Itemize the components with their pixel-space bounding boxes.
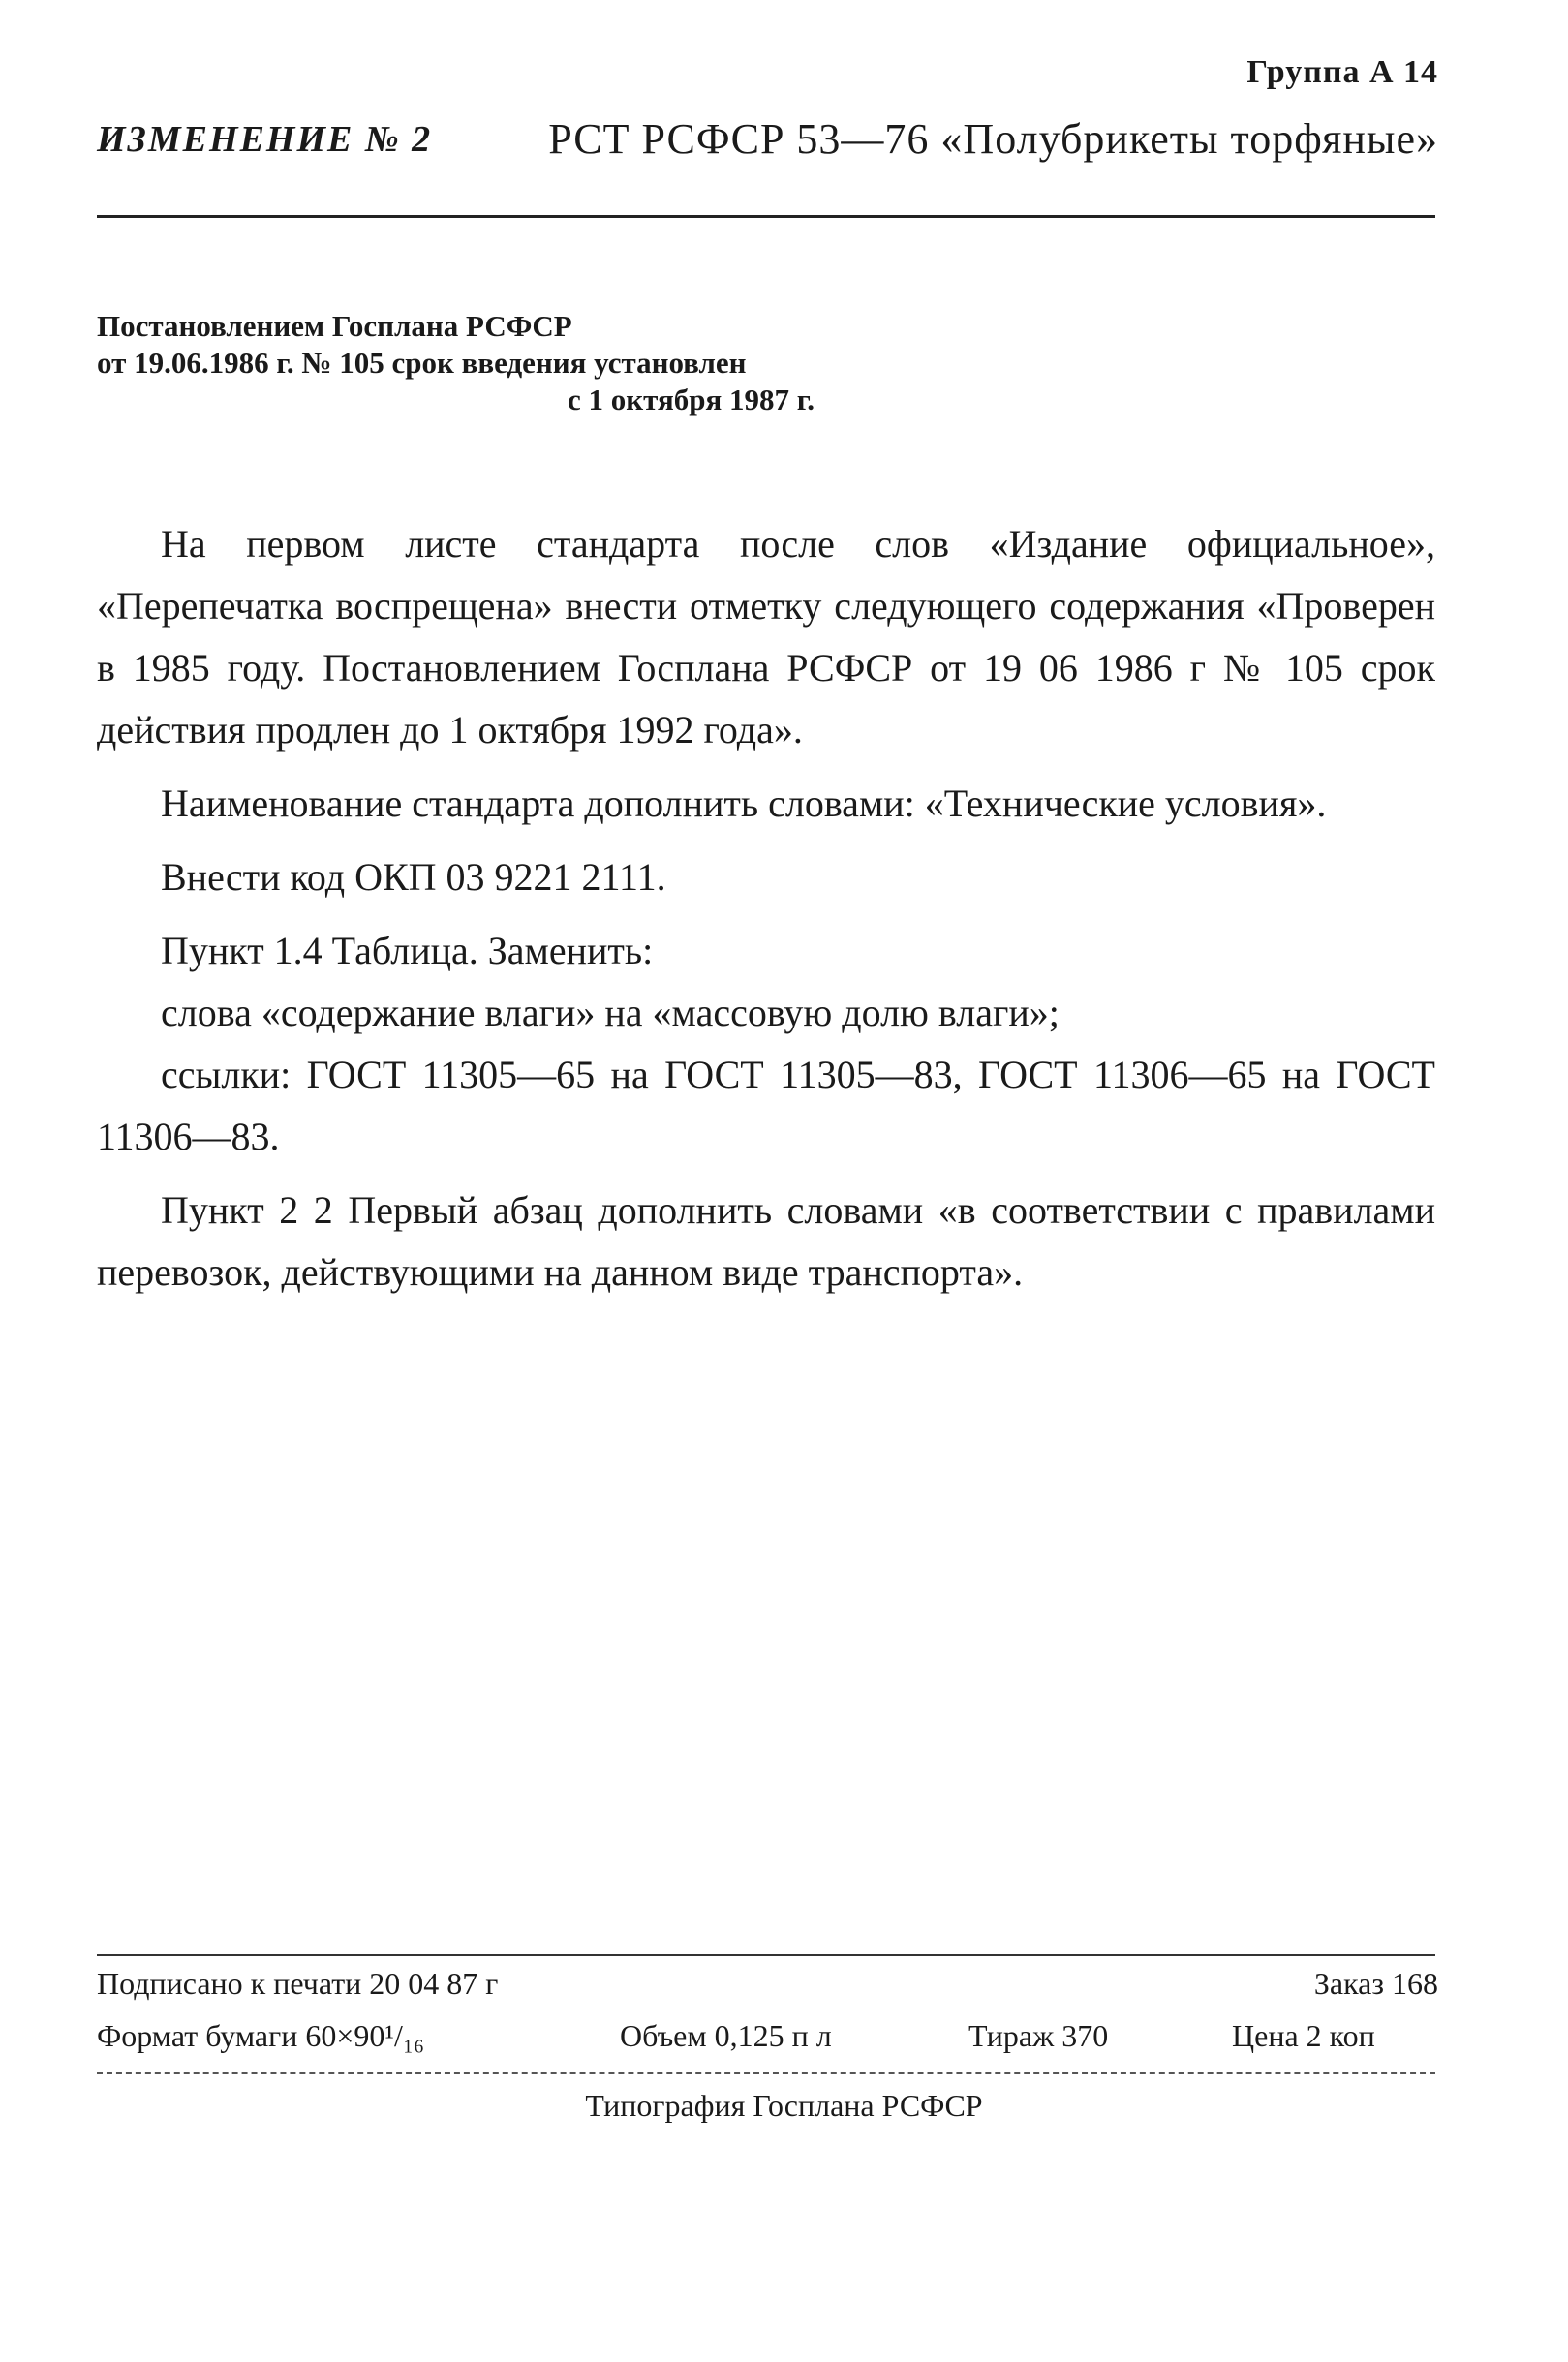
- footer-order-number: Заказ 168: [1313, 1966, 1438, 2001]
- paragraph-clause-2-2: Пункт 2 2 Первый абзац дополнить словами «в соответствии с правилами перевозок, действующими на данном виде транспорта».: [97, 1188, 1435, 1294]
- footer-print-run: Тираж 370: [968, 2018, 1109, 2053]
- paragraph-clause-1-4: Пункт 1.4 Таблица. Заменить:: [161, 929, 654, 972]
- header-divider: [97, 215, 1435, 218]
- paragraph-first-sheet: На первом листе стандарта после слов «Издание официальное», «Перепечатка воспрещена» внести отметку следующего содержания «Проверен в 1985 году. Постановлением Госплана РСФСР от 19 06 1986 г № 105 срок действия продлен до 1 октября 1992 года».: [97, 522, 1435, 752]
- resolution-line-1: Постановлением Госплана РСФСР: [97, 309, 572, 343]
- group-label: Группа А 14: [1246, 54, 1438, 90]
- footer-paper-format: Формат бумаги 60×90¹/₁₆: [97, 2018, 425, 2053]
- resolution-line-3: с 1 октября 1987 г.: [568, 383, 815, 416]
- footer-signed-date: Подписано к печати 20 04 87 г: [97, 1966, 499, 2001]
- paragraph-replace-words: слова «содержание влаги» на «массовую долю влаги»;: [161, 991, 1060, 1034]
- amendment-body: [97, 513, 1435, 1304]
- change-number-label: ИЗМЕНЕНИЕ № 2: [97, 119, 433, 160]
- footer-divider-bottom: [97, 2072, 1435, 2074]
- paragraph-replace-references: ссылки: ГОСТ 11305—65 на ГОСТ 11305—83, ГОСТ 11306—65 на ГОСТ 11306—83.: [97, 1053, 1435, 1158]
- footer-typography: Типография Госплана РСФСР: [585, 2088, 983, 2123]
- footer-volume: Объем 0,125 п л: [620, 2018, 832, 2053]
- footer-divider-top: [97, 1954, 1435, 1956]
- resolution-line-2: от 19.06.1986 г. № 105 срок введения установлен: [97, 346, 747, 380]
- paragraph-okp-code: Внести код ОКП 03 9221 2111.: [161, 855, 666, 899]
- paragraph-title-addition: Наименование стандарта дополнить словами: «Технические условия».: [161, 782, 1327, 825]
- footer-price: Цена 2 коп: [1232, 2018, 1375, 2053]
- standard-title: РСТ РСФСР 53—76 «Полубрикеты торфяные»: [548, 115, 1438, 163]
